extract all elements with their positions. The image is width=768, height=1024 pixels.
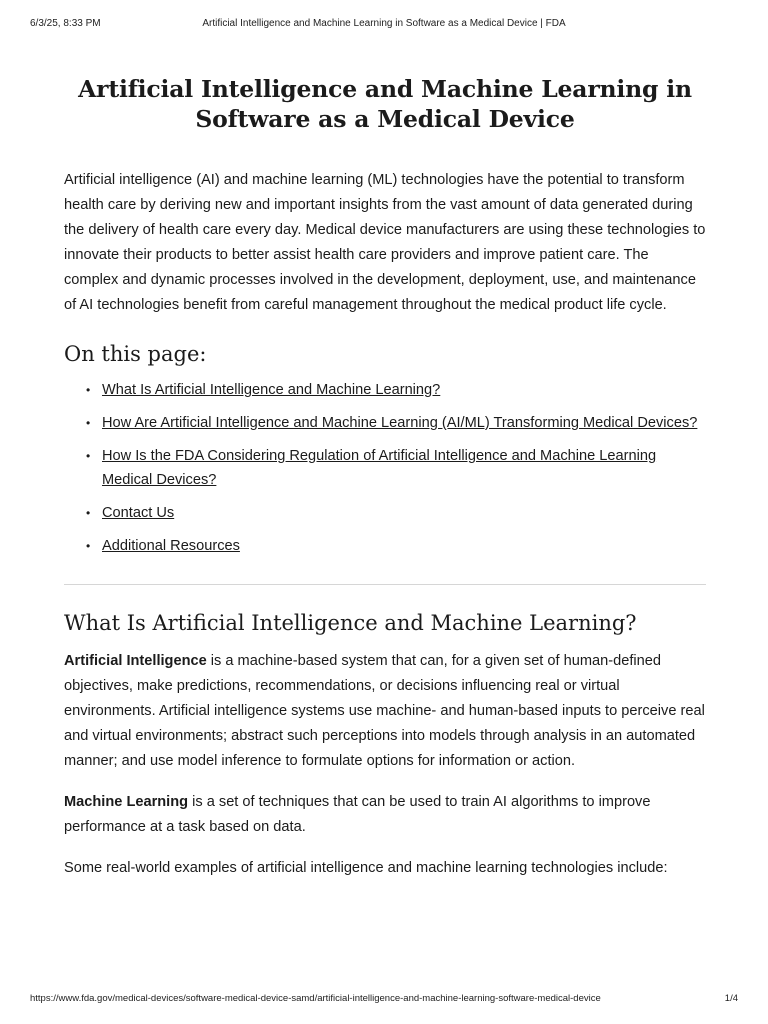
toc-link-fda-regulation[interactable]: How Is the FDA Considering Regulation of Artificial Intelligence and Machine Learning Medical Devices? xyxy=(102,448,657,488)
toc-item xyxy=(64,411,706,435)
bullet: • xyxy=(86,506,91,520)
section-heading-what-is-ai-ml: What Is Artificial Intelligence and Machine Learning? xyxy=(64,611,637,635)
ml-definition-text: is a set of techniques that can be used to train AI algorithms to improve performance at a task based on data. xyxy=(64,794,651,835)
toc-link-additional-resources[interactable]: Additional Resources xyxy=(102,538,240,554)
toc-link-contact-us[interactable]: Contact Us xyxy=(102,505,175,521)
ai-definition-text: is a machine-based system that can, for a given set of human-defined objectives, make predictions, recommendations, or decisions influencing real or virtual environments. Artificial intelligence systems use machine- and human-based inputs to perceive real and virtual environments; abstract such perceptions into models through analysis in an automated manner; and use model inference to formulate options for information or action. xyxy=(64,653,705,769)
page-number: 1/4 xyxy=(724,993,738,1004)
bullet: • xyxy=(86,449,91,463)
bullet: • xyxy=(86,539,91,553)
ml-term: Machine Learning xyxy=(64,794,189,810)
toc-link-transforming-devices[interactable]: How Are Artificial Intelligence and Machine Learning (AI/ML) Transforming Medical Devices? xyxy=(102,415,698,431)
toc-link-what-is-ai-ml[interactable]: What Is Artificial Intelligence and Machine Learning? xyxy=(102,382,441,398)
print-url: https://www.fda.gov/medical-devices/software-medical-device-samd/artificial-intelligence-and-machine-learning-software-medical-device xyxy=(30,993,601,1004)
print-footer xyxy=(30,992,738,1006)
ml-definition-paragraph xyxy=(64,790,706,840)
print-date: 6/3/25, 8:33 PM xyxy=(30,18,101,29)
toc-list xyxy=(64,378,706,558)
toc-item xyxy=(64,534,706,558)
examples-intro: Some real-world examples of artificial intelligence and machine learning technologies include: xyxy=(64,860,668,876)
intro-paragraph: Artificial intelligence (AI) and machine learning (ML) technologies have the potential to transform health care by deriving new and important insights from the vast amount of data generated during the delivery of health care every day. Medical device manufacturers are using these technologies to innovate their products to better assist health care providers and improve patient care. The complex and dynamic processes involved in the development, deployment, use, and maintenance of AI technologies benefit from careful management throughout the medical product life cycle. xyxy=(64,172,706,313)
section-divider xyxy=(64,584,706,585)
toc-item xyxy=(64,378,706,402)
bullet: • xyxy=(86,383,91,397)
article xyxy=(64,74,706,881)
toc-item xyxy=(64,501,706,525)
ai-term: Artificial Intelligence xyxy=(64,653,207,669)
bullet: • xyxy=(86,416,91,430)
toc-item xyxy=(64,444,706,492)
print-document-title: Artificial Intelligence and Machine Learning in Software as a Medical Device | FDA xyxy=(202,18,566,29)
print-header xyxy=(30,17,738,31)
ai-definition-paragraph xyxy=(64,649,706,774)
page-title: Artificial Intelligence and Machine Learning in Software as a Medical Device xyxy=(78,75,692,133)
toc-heading: On this page: xyxy=(64,342,207,366)
